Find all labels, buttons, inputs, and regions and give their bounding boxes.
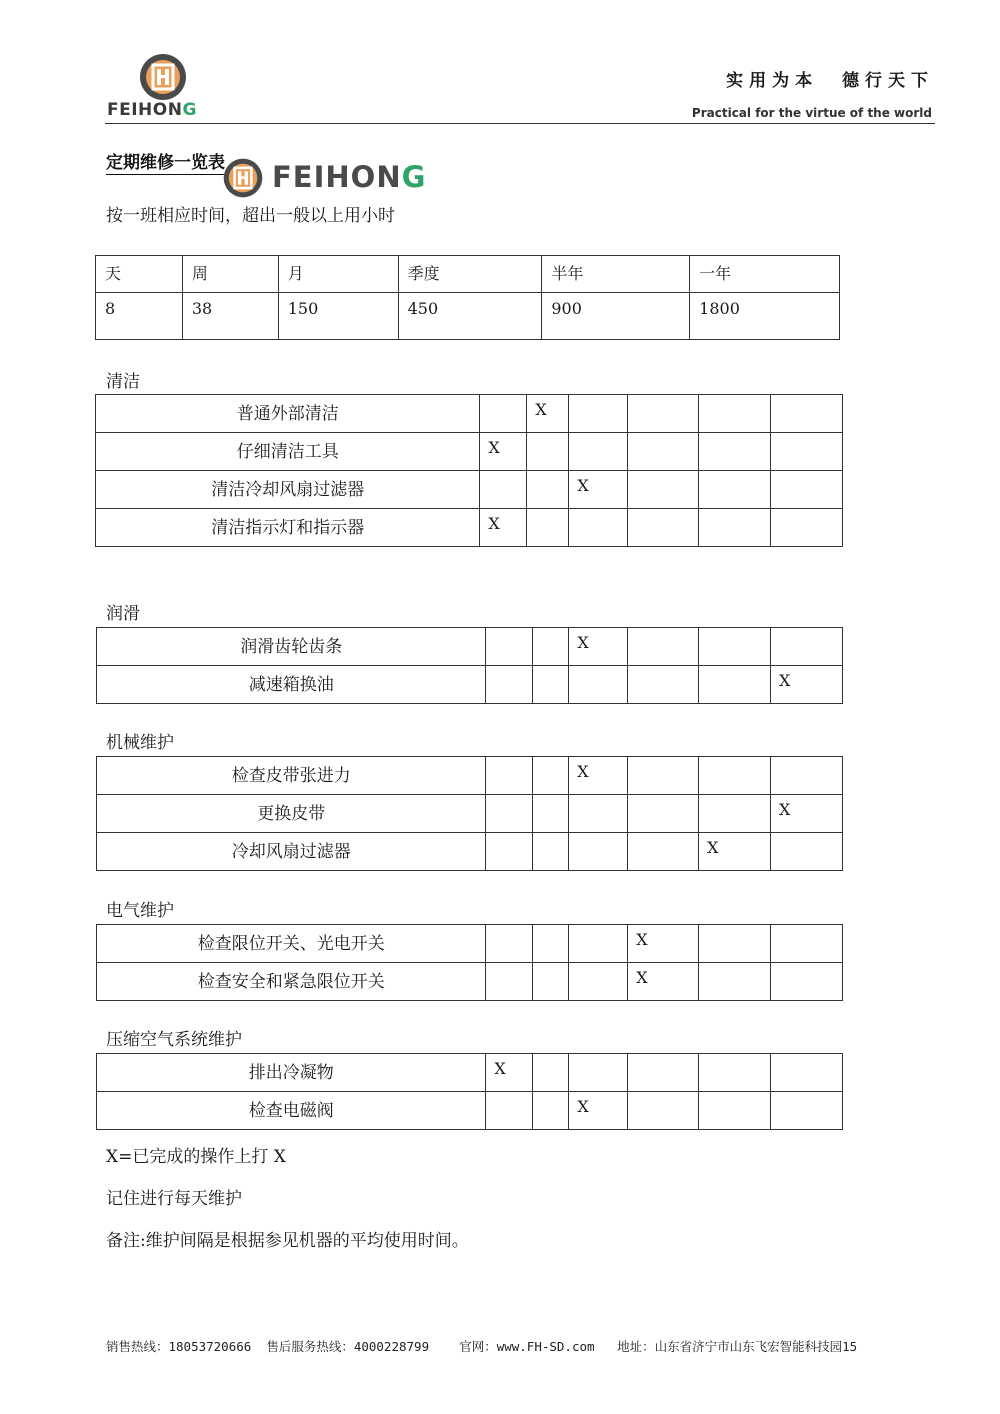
table-row [97, 757, 843, 795]
task-mark [628, 833, 699, 871]
task-mark [699, 757, 771, 795]
task-mark: X [771, 795, 843, 833]
task-name: 减速箱换油 [97, 666, 486, 704]
task-mark [699, 963, 771, 1001]
task-mark [771, 509, 843, 547]
table-row [96, 395, 843, 433]
watermark-logo-icon [222, 157, 264, 199]
hours-value-cell: 8 [96, 293, 183, 340]
task-mark [533, 795, 569, 833]
table-row [96, 433, 843, 471]
task-mark [480, 471, 527, 509]
task-mark [771, 833, 843, 871]
task-table-mechanical [96, 756, 843, 871]
task-mark [533, 833, 569, 871]
slogan-chinese: 实用为本 德行天下 [726, 71, 934, 91]
task-mark [699, 628, 771, 666]
task-mark [628, 628, 699, 666]
task-mark: X [569, 1092, 628, 1130]
task-mark [628, 666, 699, 704]
task-mark [699, 471, 771, 509]
page-footer: 销售热线：18053720666 售后服务热线：4000228799 官网：www.FH-SD.com 地址：山东省济宁市山东飞宏智能科技园15 [106, 1339, 858, 1354]
task-name: 排出冷凝物 [97, 1054, 486, 1092]
task-mark [569, 1054, 628, 1092]
section-label-cleaning: 清洁 [106, 372, 140, 392]
task-table-lubrication [96, 627, 843, 704]
task-mark [699, 1054, 771, 1092]
task-mark: X [628, 925, 699, 963]
note-daily-maintenance: 记住进行每天维护 [106, 1189, 242, 1209]
task-mark [486, 666, 533, 704]
task-mark [628, 395, 699, 433]
task-mark [569, 395, 628, 433]
task-mark [699, 925, 771, 963]
task-table-cleaning [95, 394, 843, 547]
task-mark [527, 471, 569, 509]
task-mark [527, 433, 569, 471]
task-name: 冷却风扇过滤器 [97, 833, 486, 871]
task-mark [628, 1092, 699, 1130]
task-mark [569, 963, 628, 1001]
task-mark: X [569, 471, 628, 509]
task-mark [486, 1092, 533, 1130]
task-mark [486, 757, 533, 795]
task-mark: X [569, 757, 628, 795]
task-mark [628, 1054, 699, 1092]
table-row [97, 833, 843, 871]
task-mark [699, 1092, 771, 1130]
task-table-electrical [96, 924, 843, 1001]
task-mark [486, 963, 533, 1001]
task-mark: X [628, 963, 699, 1001]
task-name: 检查限位开关、光电开关 [97, 925, 486, 963]
task-mark [486, 925, 533, 963]
hours-header-cell: 半年 [542, 256, 690, 293]
watermark-brand-text: FEIHONG [272, 160, 427, 194]
hours-value-row [96, 293, 840, 340]
hours-value-cell: 38 [182, 293, 278, 340]
task-table-compressed-air [96, 1053, 843, 1130]
task-mark [771, 471, 843, 509]
intro-text: 按一班相应时间，超出一般以上用小时 [106, 206, 395, 226]
hours-header-cell: 周 [182, 256, 278, 293]
task-mark [486, 628, 533, 666]
page-title: 定期维修一览表 [106, 153, 225, 173]
task-name: 检查安全和紧急限位开关 [97, 963, 486, 1001]
task-mark [533, 1092, 569, 1130]
slogan-english: Practical for the virtue of the world [691, 106, 932, 120]
task-mark [533, 757, 569, 795]
task-mark [628, 433, 699, 471]
task-mark [771, 963, 843, 1001]
task-mark: X [486, 1054, 533, 1092]
task-name: 普通外部清洁 [96, 395, 480, 433]
task-name: 清洁指示灯和指示器 [96, 509, 480, 547]
task-mark: X [527, 395, 569, 433]
task-name: 清洁冷却风扇过滤器 [96, 471, 480, 509]
task-mark [569, 833, 628, 871]
hours-value-cell: 150 [278, 293, 398, 340]
task-mark [771, 1092, 843, 1130]
hours-header-cell: 天 [96, 256, 183, 293]
task-mark [771, 757, 843, 795]
table-row [97, 666, 843, 704]
task-mark [569, 666, 628, 704]
section-label-electrical: 电气维护 [106, 901, 174, 921]
note-remark: 备注:维护间隔是根据参见机器的平均使用时间。 [106, 1231, 469, 1251]
task-mark [628, 795, 699, 833]
note-legend: X=已完成的操作上打 X [106, 1147, 286, 1167]
task-mark [533, 963, 569, 1001]
hours-header-cell: 月 [278, 256, 398, 293]
task-mark [533, 628, 569, 666]
task-mark [771, 925, 843, 963]
company-logo-text: FEIHONG [107, 100, 197, 120]
task-mark [480, 395, 527, 433]
hours-header-cell: 一年 [690, 256, 840, 293]
task-mark [569, 795, 628, 833]
task-mark [771, 433, 843, 471]
section-label-compressed-air: 压缩空气系统维护 [106, 1030, 242, 1050]
task-mark [628, 757, 699, 795]
task-mark [771, 395, 843, 433]
hours-value-cell: 1800 [690, 293, 840, 340]
task-mark [486, 795, 533, 833]
task-mark: X [480, 509, 527, 547]
table-row [97, 925, 843, 963]
hours-value-cell: 900 [542, 293, 690, 340]
task-mark [699, 509, 771, 547]
task-mark [699, 395, 771, 433]
task-mark [533, 666, 569, 704]
task-mark [486, 833, 533, 871]
task-mark [569, 925, 628, 963]
table-row [97, 1092, 843, 1130]
task-mark [569, 433, 628, 471]
task-mark [699, 433, 771, 471]
section-label-mechanical: 机械维护 [106, 733, 174, 753]
task-mark [771, 1054, 843, 1092]
task-mark [628, 471, 699, 509]
task-mark [699, 795, 771, 833]
company-logo-icon [138, 52, 188, 102]
table-row [97, 628, 843, 666]
task-mark: X [699, 833, 771, 871]
task-mark [699, 666, 771, 704]
table-row [97, 963, 843, 1001]
table-row [97, 1054, 843, 1092]
task-name: 更换皮带 [97, 795, 486, 833]
hours-header-row [96, 256, 840, 293]
task-mark [533, 925, 569, 963]
table-row [96, 471, 843, 509]
hours-header-cell: 季度 [398, 256, 542, 293]
task-mark: X [771, 666, 843, 704]
header-divider [105, 123, 935, 124]
task-mark [628, 509, 699, 547]
table-row [97, 795, 843, 833]
task-mark [527, 509, 569, 547]
table-row [96, 509, 843, 547]
task-mark [533, 1054, 569, 1092]
hours-table [95, 255, 840, 340]
hours-value-cell: 450 [398, 293, 542, 340]
task-name: 检查电磁阀 [97, 1092, 486, 1130]
task-mark [771, 628, 843, 666]
task-name: 润滑齿轮齿条 [97, 628, 486, 666]
task-name: 仔细清洁工具 [96, 433, 480, 471]
task-mark [569, 509, 628, 547]
task-mark: X [480, 433, 527, 471]
section-label-lubrication: 润滑 [106, 604, 140, 624]
task-mark: X [569, 628, 628, 666]
task-name: 检查皮带张进力 [97, 757, 486, 795]
